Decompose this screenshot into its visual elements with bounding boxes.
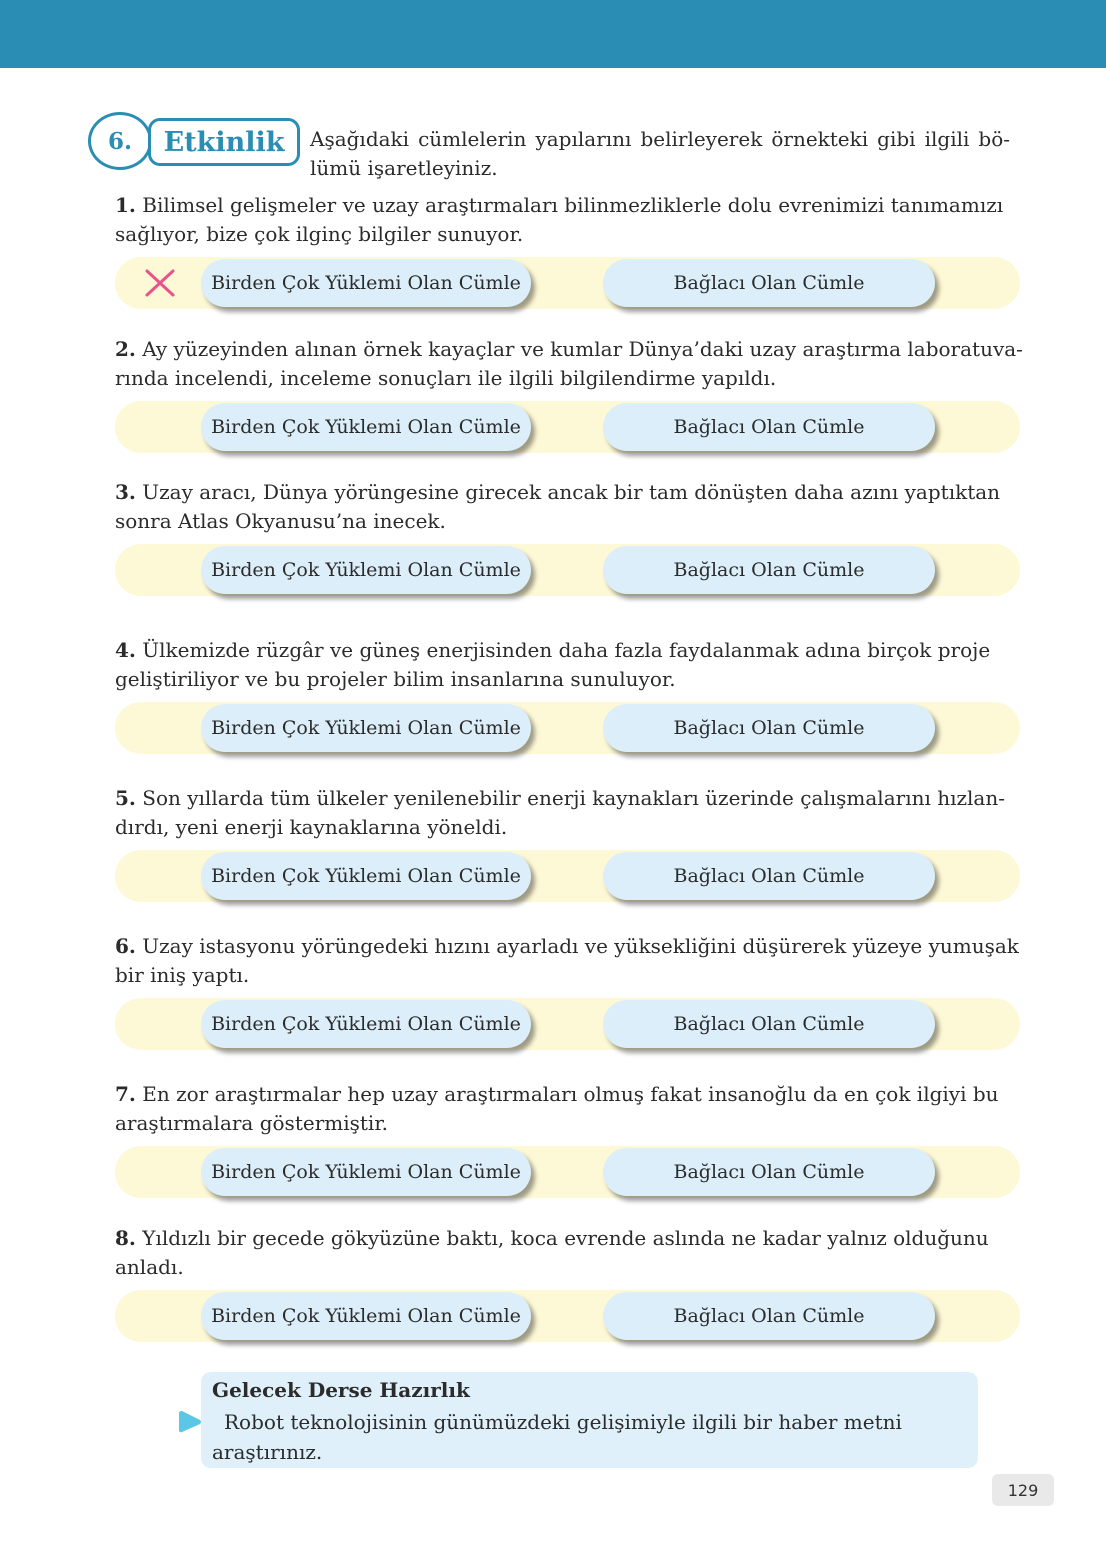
question-text: Yıldızlı bir gecede gökyüzüne baktı, koca evrende aslında ne kadar yalnız olduğunu anladı.: [115, 1226, 989, 1279]
option-multiple-predicates-button[interactable]: Birden Çok Yüklemi Olan Cümle: [201, 852, 531, 900]
option-conjunction-button[interactable]: Bağlacı Olan Cümle: [603, 1148, 935, 1196]
option-multiple-predicates-button[interactable]: Birden Çok Yüklemi Olan Cümle: [201, 704, 531, 752]
question-number: 4.: [115, 638, 136, 662]
answer-row-6: [115, 998, 1020, 1050]
option-multiple-predicates-button[interactable]: Birden Çok Yüklemi Olan Cümle: [201, 403, 531, 451]
answer-row-8: [115, 1290, 1020, 1342]
question-number: 5.: [115, 786, 136, 810]
question-text: Son yıllarda tüm ülkeler yenilenebilir enerji kaynakları üzerinde çalışmalarını hızlan-dırdı, yeni enerji kaynaklarına yöneldi.: [115, 786, 1005, 839]
question-number: 8.: [115, 1226, 136, 1250]
answer-row-5: [115, 850, 1020, 902]
question-number: 1.: [115, 193, 136, 217]
answer-row-2: [115, 401, 1020, 453]
question-5: [115, 784, 1025, 842]
answer-row-1: [115, 257, 1020, 309]
option-multiple-predicates-button[interactable]: Birden Çok Yüklemi Olan Cümle: [201, 1148, 531, 1196]
option-conjunction-button[interactable]: Bağlacı Olan Cümle: [603, 259, 935, 307]
question-1: [115, 191, 1025, 249]
option-multiple-predicates-button[interactable]: Birden Çok Yüklemi Olan Cümle: [201, 1000, 531, 1048]
question-2: [115, 335, 1025, 393]
option-conjunction-button[interactable]: Bağlacı Olan Cümle: [603, 1000, 935, 1048]
question-text: Uzay aracı, Dünya yörüngesine girecek ancak bir tam dönüşten daha azını yaptıktan sonra Atlas Okyanusu’na inecek.: [115, 480, 1001, 533]
option-conjunction-button[interactable]: Bağlacı Olan Cümle: [603, 403, 935, 451]
question-text: Uzay istasyonu yörüngedeki hızını ayarladı ve yüksekliğini düşürerek yüzeye yumuşak bir iniş yaptı.: [115, 934, 1019, 987]
question-number: 7.: [115, 1082, 136, 1106]
answer-row-3: [115, 544, 1020, 596]
activity-label: Etkinlik: [148, 118, 300, 166]
question-text: Ülkemizde rüzgâr ve güneş enerjisinden daha fazla faydalanmak adına birçok proje geliştiriliyor ve bu projeler bilim insanlarına sunuluyor.: [115, 638, 991, 691]
cross-mark-icon: [143, 269, 177, 297]
question-text: Bilimsel gelişmeler ve uzay araştırmaları bilinmezliklerle dolu evrenimizi tanımamızı sağlıyor, bize çok ilginç bilgiler sunuyor.: [115, 193, 1004, 246]
answer-row-7: [115, 1146, 1020, 1198]
option-conjunction-button[interactable]: Bağlacı Olan Cümle: [603, 546, 935, 594]
question-text: En zor araştırmalar hep uzay araştırmaları olmuş fakat insanoğlu da en çok ilgiyi bu araştırmalara göstermiştir.: [115, 1082, 999, 1135]
question-4: [115, 636, 1025, 694]
option-conjunction-button[interactable]: Bağlacı Olan Cümle: [603, 1292, 935, 1340]
question-6: [115, 932, 1025, 990]
header-bar: [0, 0, 1106, 68]
question-3: [115, 478, 1025, 536]
option-conjunction-button[interactable]: Bağlacı Olan Cümle: [603, 704, 935, 752]
option-conjunction-button[interactable]: Bağlacı Olan Cümle: [603, 852, 935, 900]
activity-number: 6.: [88, 112, 152, 170]
question-8: [115, 1224, 1025, 1282]
answer-row-4: [115, 702, 1020, 754]
next-lesson-text: Robot teknolojisinin günümüzdeki gelişimiyle ilgili bir haber metni araştırınız.: [212, 1410, 902, 1464]
question-7: [115, 1080, 1025, 1138]
activity-instruction: Aşağıdaki cümlelerin yapılarını belirleyerek örnekteki gibi ilgili bö-lümü işaretleyiniz.: [310, 127, 1010, 180]
option-multiple-predicates-button[interactable]: Birden Çok Yüklemi Olan Cümle: [201, 1292, 531, 1340]
play-arrow-icon: [177, 1408, 203, 1436]
question-number: 3.: [115, 480, 136, 504]
question-number: 2.: [115, 337, 136, 361]
question-text: Ay yüzeyinden alınan örnek kayaçlar ve kumlar Dünya’daki uzay araştırma laboratuva-rında incelendi, inceleme sonuçları ile ilgili bilgilendirme yapıldı.: [115, 337, 1023, 390]
option-multiple-predicates-button[interactable]: Birden Çok Yüklemi Olan Cümle: [201, 259, 531, 307]
next-lesson-title: Gelecek Derse Hazırlık: [212, 1378, 470, 1402]
next-lesson-box: [201, 1372, 978, 1468]
question-number: 6.: [115, 934, 136, 958]
option-multiple-predicates-button[interactable]: Birden Çok Yüklemi Olan Cümle: [201, 546, 531, 594]
page-number: 129: [992, 1474, 1054, 1506]
